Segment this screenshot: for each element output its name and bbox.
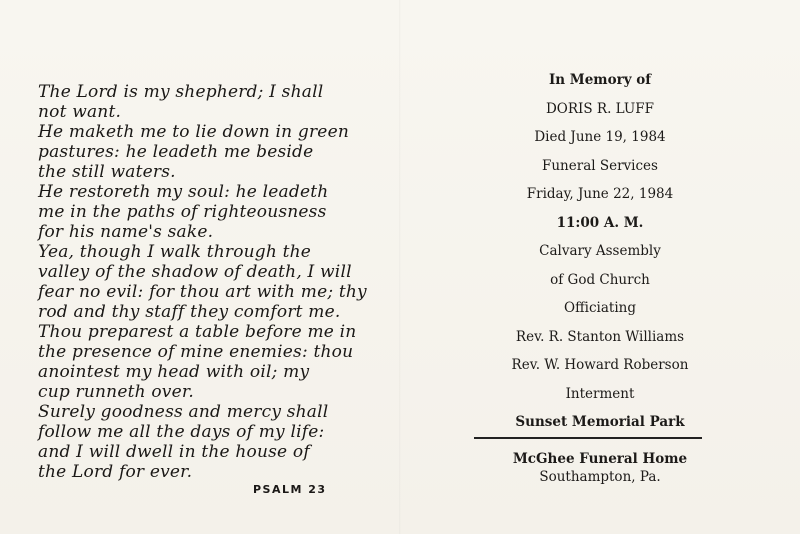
psalm-line: me in the paths of righteousness — [38, 202, 327, 222]
psalm-line: follow me all the days of my life: — [38, 422, 325, 442]
service-date: Friday, June 22, 1984 — [526, 186, 674, 202]
in-memory-heading: In Memory of — [548, 72, 652, 88]
psalm-line: Surely goodness and mercy shall — [38, 402, 329, 422]
psalm-line: Yea, though I walk through the — [38, 242, 312, 262]
psalm-line: fear no evil: for thou art with me; thy — [38, 282, 367, 302]
psalm-line: rod and thy staff they comfort me. — [38, 302, 341, 322]
psalm-line: the presence of mine enemies: thou — [38, 342, 354, 362]
psalm-line: pastures: he leadeth me beside — [38, 142, 314, 162]
psalm-line: the Lord for ever. — [38, 462, 193, 482]
psalm-line: not want. — [38, 102, 122, 122]
funeral-home — [470, 450, 730, 486]
service-time: 11:00 A. M. — [556, 214, 644, 231]
divider-rule — [474, 437, 702, 439]
deceased-name: DORIS R. LUFF — [545, 100, 654, 117]
cemetery-name: Sunset Memorial Park — [515, 414, 685, 430]
psalm-line: the still waters. — [38, 162, 176, 182]
psalm-text — [38, 82, 378, 482]
memorial-details — [470, 66, 730, 437]
psalm-line: The Lord is my shepherd; I shall — [38, 82, 324, 102]
psalm-line: cup runneth over. — [38, 382, 194, 402]
officiant-2: Rev. W. Howard Roberson — [511, 357, 689, 373]
death-date: Died June 19, 1984 — [534, 129, 666, 145]
card-fold — [399, 0, 401, 534]
funeral-home-name: McGhee Funeral Home — [512, 451, 688, 467]
church-name-line2: of God Church — [550, 271, 650, 288]
psalm-line: valley of the shadow of death, I will — [38, 262, 352, 282]
psalm-line: He restoreth my soul: he leadeth — [38, 182, 329, 202]
interment-label: Interment — [565, 385, 635, 402]
services-label: Funeral Services — [542, 157, 658, 174]
psalm-line: He maketh me to lie down in green — [38, 122, 349, 142]
officiant-1: Rev. R. Stanton Williams — [515, 328, 685, 345]
church-name-line1: Calvary Assembly — [539, 243, 661, 259]
officiating-label: Officiating — [564, 300, 636, 316]
psalm-line: and I will dwell in the house of — [38, 442, 310, 462]
psalm-line: for his name's sake. — [38, 222, 214, 242]
funeral-home-location: Southampton, Pa. — [539, 469, 661, 485]
psalm-line: Thou preparest a table before me in — [38, 322, 357, 342]
psalm-reference: PSALM 23 — [253, 483, 327, 496]
psalm-line: anointest my head with oil; my — [38, 362, 310, 382]
